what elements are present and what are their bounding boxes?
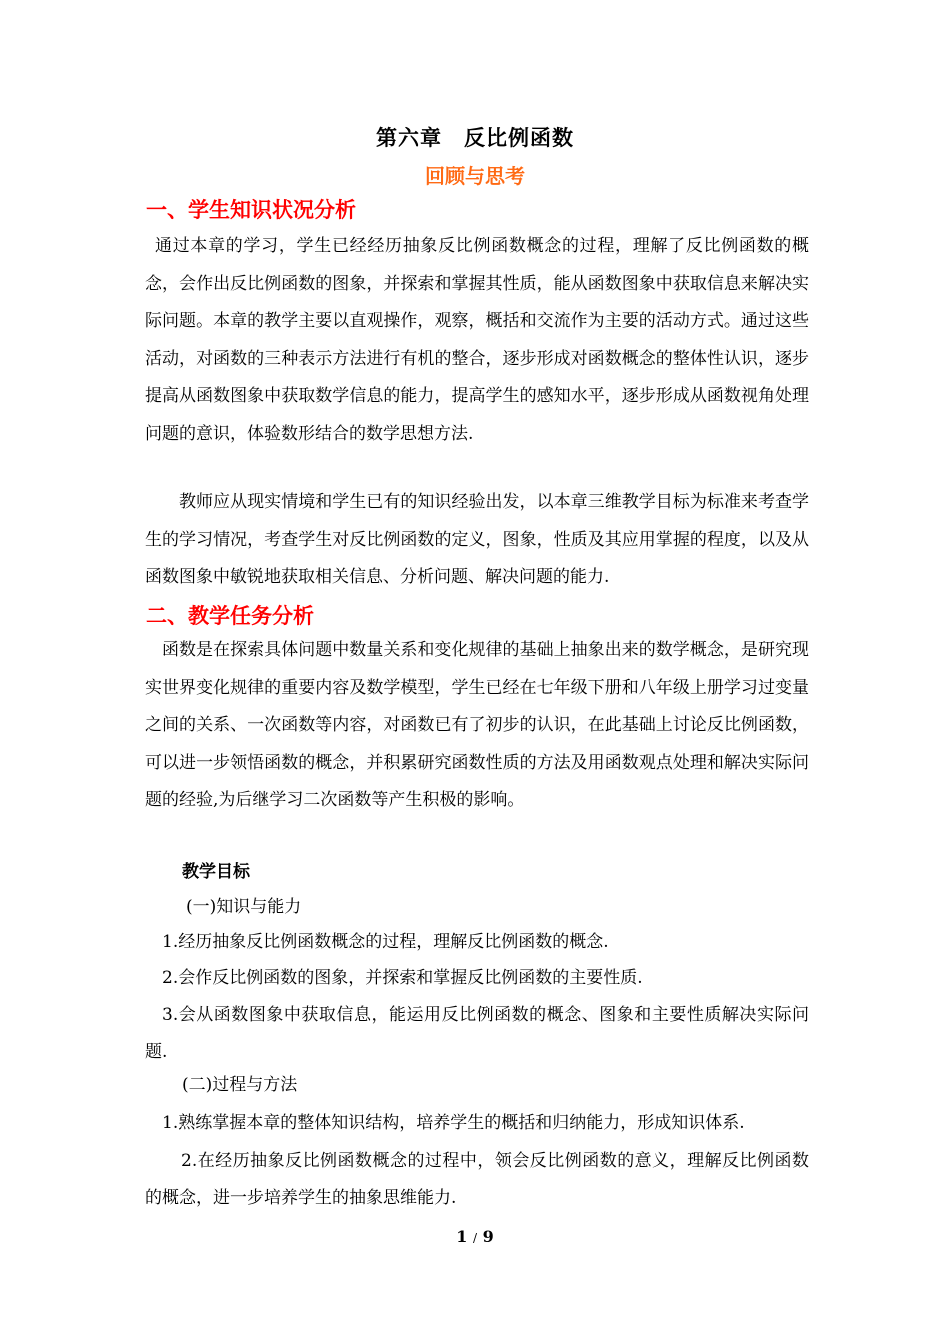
goal-item-5: 2.在经历抽象反比例函数概念的过程中，领会反比例函数的意义，理解反比例函数的概念，进一步培养学生的抽象思维能力. (145, 1151, 809, 1208)
paragraph-student-analysis: 通过本章的学习，学生已经经历抽象反比例函数概念的过程，理解了反比例函数的概念，会作出反比例函数的图象，并探索和掌握其性质，能从函数图象中获取信息来解决实际问题。本章的教学主要以直观操作，观察，概括和交流作为主要的活动方式。通过这些活动，对函数的三种表示方法进行有机的整合，逐步形成对函数概念的整体性认识，逐步提高从函数图象中获取数学信息的能力，提高学生的感知水平，逐步形成从函数视角处理问题的意识，体验数形结合的数学思想方法. (145, 236, 809, 444)
goals-subheading-knowledge: (一)知识与能力 (186, 897, 302, 917)
chapter-subtitle: 回顾与思考 (425, 164, 525, 188)
goals-subheading-process: (二)过程与方法 (182, 1075, 298, 1095)
chapter-title: 第六章 反比例函数 (376, 125, 574, 150)
section-heading-student-analysis: 一、学生知识状况分析 (146, 197, 356, 222)
goal-item-3: 3.会从函数图象中获取信息，能运用反比例函数的概念、图象和主要性质解决实际问题. (145, 1005, 809, 1062)
teaching-goals-title: 教学目标 (182, 862, 250, 882)
goal-item-4: 1.熟练掌握本章的整体知识结构，培养学生的概括和归纳能力，形成知识体系. (162, 1113, 745, 1133)
section-heading-task-analysis: 二、教学任务分析 (146, 603, 314, 628)
page-current: 1 (456, 1227, 468, 1246)
goal-item-2: 2.会作反比例函数的图象，并探索和掌握反比例函数的主要性质. (162, 968, 643, 988)
paragraph-task-analysis: 函数是在探索具体问题中数量关系和变化规律的基础上抽象出来的数学概念，是研究现实世界变化规律的重要内容及数学模型，学生已经在七年级下册和八年级上册学习过变量之间的关系、一次函数等内容，对函数已有了初步的认识，在此基础上讨论反比例函数，可以进一步领悟函数的概念，并积累研究函数性质的方法及用函数观点处理和解决实际问题的经验,为后继学习二次函数等产生积极的影响。 (145, 640, 809, 810)
page-separator: / (472, 1231, 478, 1245)
paragraph-teacher-guidance: 教师应从现实情境和学生已有的知识经验出发，以本章三维教学目标为标准来考查学生的学习情况，考查学生对反比例函数的定义，图象，性质及其应用掌握的程度，以及从函数图象中敏锐地获取相关信息、分析问题、解决问题的能力. (145, 492, 809, 587)
goal-item-1: 1.经历抽象反比例函数概念的过程，理解反比例函数的概念. (162, 932, 609, 952)
page-number (0, 1227, 950, 1246)
page-total: 9 (482, 1227, 494, 1246)
